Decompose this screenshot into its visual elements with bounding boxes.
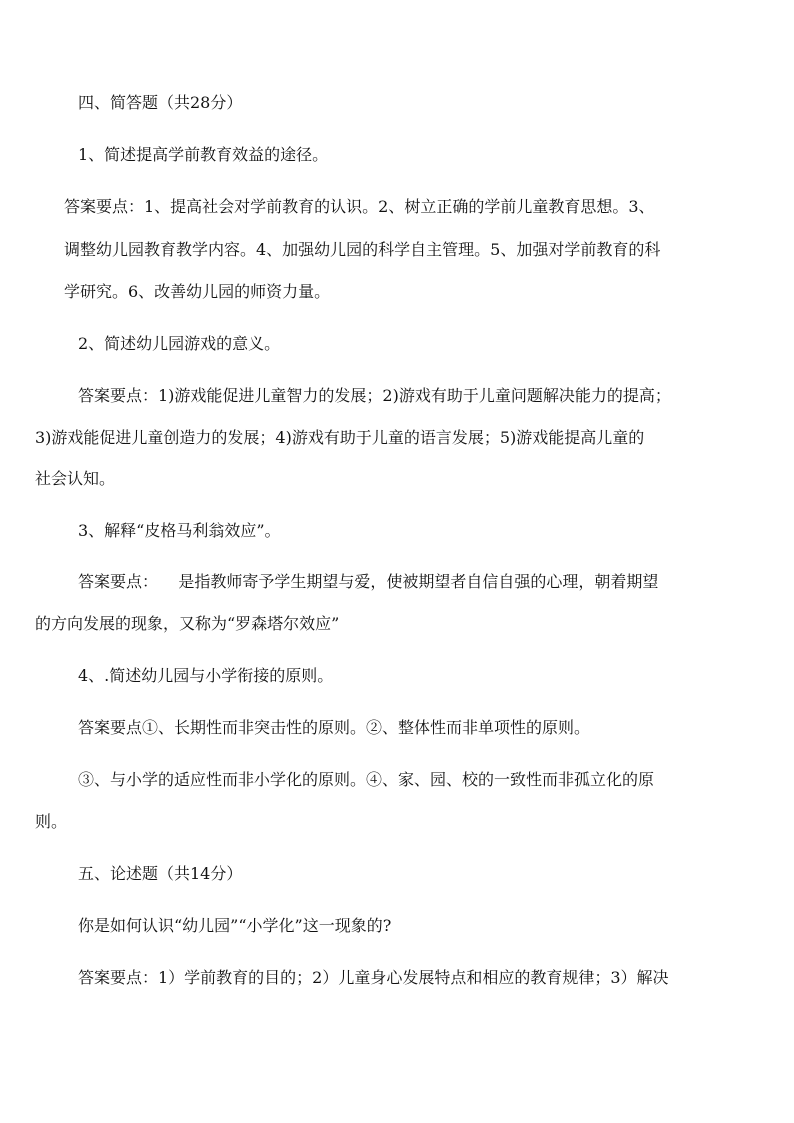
section-heading-essay: 五、论述题（共14分） <box>78 864 243 883</box>
answer-3-line-2: 的方向发展的现象，又称为“罗森塔尔效应” <box>35 614 340 633</box>
answer-2-line-1: 答案要点：1)游戏能促进儿童智力的发展；2)游戏有助于儿童问题解决能力的提高； <box>78 386 671 405</box>
question-2: 2、简述幼儿园游戏的意义。 <box>78 334 281 353</box>
answer-2-line-2: 3)游戏能促进儿童创造力的发展；4)游戏有助于儿童的语言发展；5)游戏能提高儿童的 <box>35 428 645 447</box>
answer-1-line-2: 调整幼儿园教育教学内容。4、加强幼儿园的科学自主管理。5、加强对学前教育的科 <box>64 240 661 259</box>
answer-3-line-1: 答案要点： 是指教师寄予学生期望与爱，使被期望者自信自强的心理，朝着期望 <box>78 572 659 591</box>
answer-2-line-3: 社会认知。 <box>35 469 116 488</box>
question-3: 3、解释“皮格马利翁效应”。 <box>78 521 281 540</box>
question-4: 4、.简述幼儿园与小学衔接的原则。 <box>78 666 334 685</box>
section-heading-short-answer: 四、简答题（共28分） <box>78 93 243 112</box>
answer-1-line-3: 学研究。6、改善幼儿园的师资力量。 <box>64 282 331 301</box>
answer-4-line-2: ③、与小学的适应性而非小学化的原则。④、家、园、校的一致性而非孤立化的原 <box>78 770 655 789</box>
question-1: 1、简述提高学前教育效益的途径。 <box>78 145 329 164</box>
answer-4-line-3: 则。 <box>35 812 68 831</box>
answer-5-line-1: 答案要点：1）学前教育的目的；2）儿童身心发展特点和相应的教育规律；3）解决 <box>78 968 669 987</box>
answer-1-line-1: 答案要点：1、提高社会对学前教育的认识。2、树立正确的学前儿童教育思想。3、 <box>64 197 655 216</box>
question-5: 你是如何认识“幼儿园”“小学化”这一现象的? <box>78 916 392 935</box>
answer-4-line-1: 答案要点①、长期性而非突击性的原则。②、整体性而非单项性的原则。 <box>78 718 591 737</box>
